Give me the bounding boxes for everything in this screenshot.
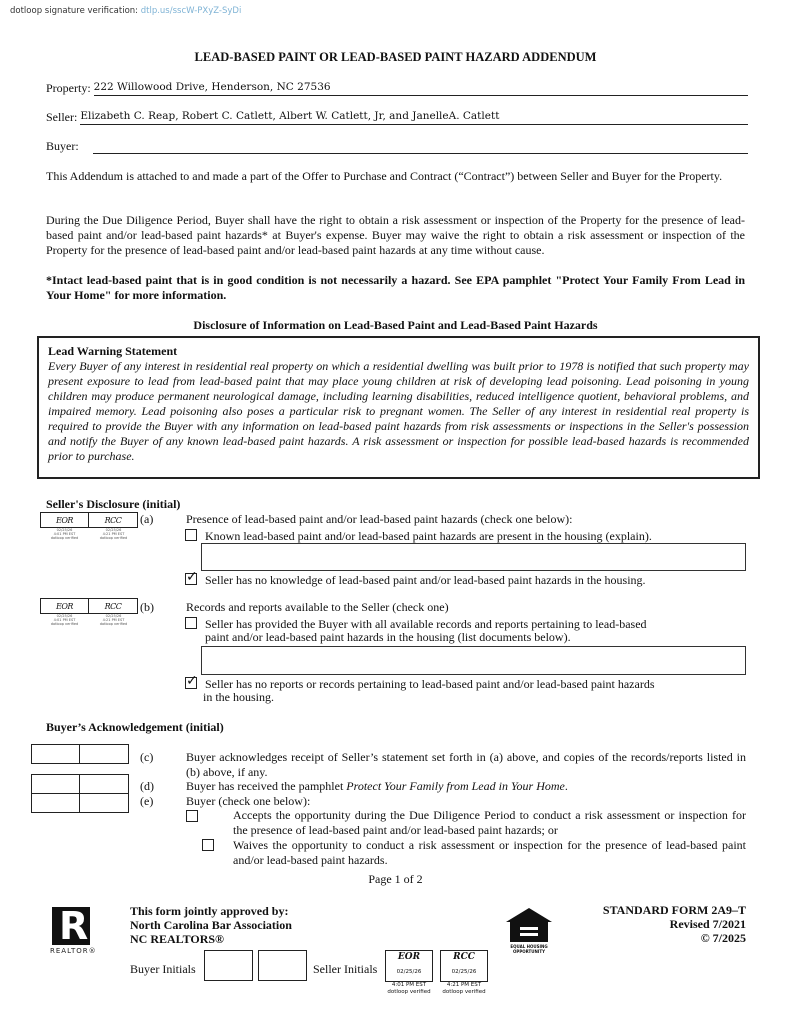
no-records-label-line1: Seller has no reports or records pertaining to lead-based paint and/or lead-based paint hazards	[205, 677, 655, 691]
no-records-checkbox[interactable]	[185, 677, 197, 689]
lead-warning-heading: Lead Warning Statement	[48, 344, 178, 358]
signature-meta: 4:01 PM EST dotloop verified	[387, 982, 431, 995]
due-diligence-paragraph: During the Due Diligence Period, Buyer shall have the right to obtain a risk assessment or inspection of the Property for the presence of lead-based paint and/or lead-based paint hazards* at Buyer's expense. Buyer may waive the right to obtain a risk assessment or inspection of the Property for the presence of lead-based paint and/or lead-based paint hazards at any time without cause.	[46, 213, 745, 257]
item-c-letter: (c)	[140, 750, 154, 764]
footer-buyer-initial-box[interactable]	[204, 950, 253, 981]
item-e-text: Buyer (check one below):	[186, 794, 311, 808]
form-identifier	[560, 903, 746, 945]
footer-seller-initials	[385, 950, 490, 995]
property-value[interactable]: 222 Willowood Drive, Henderson, NC 27536	[94, 81, 748, 96]
page-number: Page 1 of 2	[368, 872, 423, 886]
item-b-text: Records and reports available to the Seller (check one)	[186, 600, 449, 614]
item-c-text: Buyer acknowledges receipt of Seller’s statement set forth in (a) above, and copies of the records/reports listed in (b) above, if any.	[186, 750, 746, 779]
buyer-initial-box[interactable]	[80, 774, 129, 794]
records-provided-label-line2: paint and/or lead-based paint hazards in the housing (list documents below).	[205, 630, 571, 644]
realtor-logo	[52, 907, 97, 955]
footer-buyer-initial-box[interactable]	[258, 950, 307, 981]
known-lead-label: Known lead-based paint and/or lead-based paint hazards are present in the housing (explain).	[205, 529, 652, 543]
initial-meta: 02/25/26 4:21 PM EST dotloop verified	[99, 528, 128, 540]
equal-housing-logo	[506, 908, 552, 954]
initial-meta: 02/25/26 4:21 PM EST dotloop verified	[99, 614, 128, 626]
form-copyright: © 7/2025	[700, 931, 746, 945]
seller-initials-label: Seller Initials	[313, 962, 378, 976]
buyer-initial-box[interactable]	[31, 774, 80, 794]
buyer-ack-heading: Buyer’s Acknowledgement (initial)	[46, 720, 224, 734]
records-provided-label-line1: Seller has provided the Buyer with all available records and reports pertaining to lead-based	[205, 617, 647, 631]
seller-initial-box[interactable]: EOR	[40, 598, 89, 614]
pamphlet-title: Protect Your Family from Lead in Your Home	[346, 779, 565, 793]
lead-warning-text: Every Buyer of any interest in residential real property on which a residential dwelling was built prior to 1978 is notified that such property may present exposure to lead from lead-based paint that may place young children at risk of developing lead poisoning. Lead poisoning in young children may produce permanent neurological damage, including learning disabilities, reduced intelligence quotient, behavioral problems, and impaired memory. Lead poisoning also poses a particular risk to pregnant women. The Seller of any interest in residential real property is required to provide the Buyer with any information on lead-based paint hazards from risk assessments or inspections in the Seller's possession and notify the Buyer of any known lead-based paint hazards. A risk assessment or inspection for possible lead-based hazards is recommended prior to purchase.	[48, 359, 749, 463]
lead-warning-box	[37, 336, 760, 479]
buyer-value[interactable]	[93, 139, 748, 154]
item-a-text: Presence of lead-based paint and/or lead-based paint hazards (check one below):	[186, 512, 573, 526]
seller-value[interactable]: Elizabeth C. Reap, Robert C. Catlett, Albert W. Catlett, Jr, and JanelleA. Catlett	[80, 110, 748, 125]
property-field	[46, 81, 748, 96]
seller-field	[46, 110, 748, 125]
seller-initial-box[interactable]: EOR	[40, 512, 89, 528]
seller-signature-box[interactable]: RCC 02/25/26	[440, 950, 488, 982]
seller-label: Seller:	[46, 110, 78, 124]
form-name: STANDARD FORM 2A9–T	[602, 903, 746, 917]
form-revised: Revised 7/2021	[669, 917, 746, 931]
signature-verification	[10, 6, 241, 16]
seller-disclosure-heading: Seller's Disclosure (initial)	[46, 497, 181, 511]
records-provided-checkbox[interactable]	[185, 617, 197, 629]
buyer-initials-label: Buyer Initials	[130, 962, 196, 976]
footer-seller-initial-1	[385, 950, 435, 995]
item-b-letter: (b)	[140, 600, 154, 614]
known-lead-checkbox[interactable]	[185, 529, 197, 541]
buyer-field	[46, 139, 748, 154]
waives-opportunity-checkbox[interactable]	[202, 839, 214, 851]
equal-sign-icon	[510, 922, 548, 942]
approved-line3: NC REALTORS®	[130, 932, 224, 946]
eho-text: EQUAL HOUSING OPPORTUNITY	[510, 944, 548, 954]
buyer-initial-box[interactable]	[80, 793, 129, 813]
property-label: Property:	[46, 81, 91, 95]
no-knowledge-checkbox[interactable]	[185, 573, 197, 585]
page-title: LEAD-BASED PAINT OR LEAD-BASED PAINT HAZARD ADDENDUM	[194, 50, 597, 64]
verification-link[interactable]: dtlp.us/sscW-PXyZ-SyDi	[140, 6, 242, 16]
intact-paint-note: *Intact lead-based paint that is in good condition is not necessarily a hazard. See EPA pamphlet "Protect Your Family From Lead in Your Home" for more information.	[46, 273, 745, 302]
item-d-text: Buyer has received the pamphlet Protect Your Family from Lead in Your Home.	[186, 779, 568, 793]
buyer-initial-box[interactable]	[80, 744, 129, 764]
seller-initials-b	[40, 598, 138, 626]
footer-seller-initial-2	[440, 950, 490, 995]
house-icon	[506, 908, 552, 922]
item-e-letter: (e)	[140, 794, 154, 808]
seller-initial-box[interactable]: RCC	[89, 512, 138, 528]
addendum-paragraph: This Addendum is attached to and made a part of the Offer to Purchase and Contract (“Contract”) between Seller and Buyer for the Property.	[46, 169, 723, 183]
seller-initial-box[interactable]: RCC	[89, 598, 138, 614]
disclosure-heading: Disclosure of Information on Lead-Based Paint and Lead-Based Paint Hazards	[193, 318, 598, 332]
initial-meta: 02/25/26 4:01 PM EST dotloop verified	[50, 528, 79, 540]
buyer-initials-c	[31, 744, 129, 764]
footer-buyer-initials	[204, 950, 307, 981]
realtor-r-icon	[52, 907, 90, 945]
initial-meta: 02/25/26 4:01 PM EST dotloop verified	[50, 614, 79, 626]
buyer-initial-box[interactable]	[31, 793, 80, 813]
signature-meta: 4:21 PM EST dotloop verified	[442, 982, 486, 995]
no-records-label-line2: in the housing.	[203, 690, 274, 704]
buyer-label: Buyer:	[46, 139, 79, 153]
approved-line1: This form jointly approved by:	[130, 904, 289, 918]
seller-initials-a	[40, 512, 138, 540]
approval-block	[130, 904, 292, 946]
documents-list-textbox[interactable]	[201, 646, 746, 675]
accepts-opportunity-checkbox[interactable]	[186, 810, 198, 822]
accepts-opportunity-label: Accepts the opportunity during the Due Diligence Period to conduct a risk assessment or inspection for the presence of lead-based paint and/or lead-based paint hazards; or	[233, 808, 746, 837]
buyer-initials-de	[31, 774, 129, 813]
item-a-letter: (a)	[140, 512, 154, 526]
no-knowledge-label: Seller has no knowledge of lead-based paint and/or lead-based paint hazards in the housing.	[205, 573, 646, 587]
approved-line2: North Carolina Bar Association	[130, 918, 292, 932]
buyer-initial-box[interactable]	[31, 744, 80, 764]
explain-textbox[interactable]	[201, 543, 746, 571]
seller-signature-box[interactable]: EOR 02/25/26	[385, 950, 433, 982]
item-a-option2	[185, 571, 646, 589]
realtor-logo-text: REALTOR®	[50, 947, 97, 955]
verification-label: dotloop signature verification:	[10, 6, 139, 16]
item-d-letter: (d)	[140, 779, 154, 793]
waives-opportunity-label: Waives the opportunity to conduct a risk assessment or inspection for the presence of lead-based paint and/or lead-based paint hazards.	[233, 838, 746, 867]
